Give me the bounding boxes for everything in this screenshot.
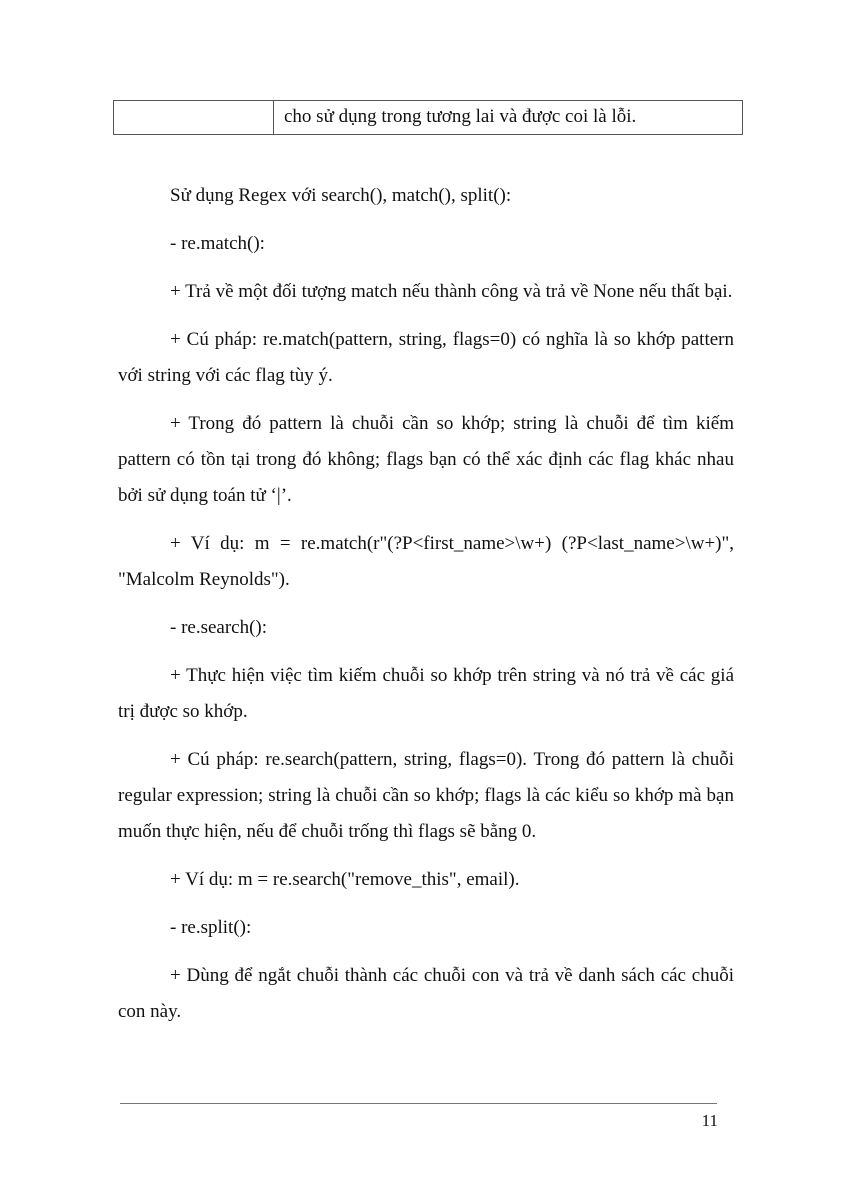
- table-fragment: [113, 100, 743, 135]
- paragraph-match-title: - re.match():: [170, 233, 265, 254]
- paragraph: + Trong đó pattern là chuỗi cần so khớp; string là chuỗi để tìm kiếm pattern có tồn tại trong đó không; flags bạn có thể xác định các flag khác nhau bởi sử dụng toán tử ‘|’.: [118, 413, 734, 506]
- paragraph: + Dùng để ngắt chuỗi thành các chuỗi con và trả về danh sách các chuỗi con này.: [118, 965, 734, 1022]
- paragraph-split-title: - re.split():: [170, 917, 252, 938]
- body-text: [118, 178, 734, 1042]
- paragraph: + Thực hiện việc tìm kiếm chuỗi so khớp trên string và nó trả về các giá trị được so khớp.: [118, 665, 734, 722]
- footer-divider: [120, 1103, 717, 1104]
- paragraph: + Ví dụ: m = re.search("remove_this", email).: [170, 869, 520, 890]
- paragraph-heading: Sử dụng Regex với search(), match(), split():: [170, 185, 512, 206]
- paragraph-search-title: - re.search():: [170, 617, 268, 638]
- paragraph: + Trả về một đối tượng match nếu thành công và trả về None nếu thất bại.: [170, 281, 733, 302]
- page-number: 11: [701, 1111, 718, 1130]
- paragraph: + Cú pháp: re.match(pattern, string, flags=0) có nghĩa là so khớp pattern với string với các flag tùy ý.: [118, 329, 734, 386]
- table-cell-left: [114, 101, 274, 134]
- paragraph: + Cú pháp: re.search(pattern, string, flags=0). Trong đó pattern là chuỗi regular expression; string là chuỗi cần so khớp; flags là các kiểu so khớp mà bạn muốn thực hiện, nếu để chuỗi trống thì flags sẽ bằng 0.: [118, 749, 734, 842]
- paragraph: + Ví dụ: m = re.match(r"(?P<first_name>\w+) (?P<last_name>\w+)", "Malcolm Reynolds").: [118, 533, 734, 590]
- table-cell-right: cho sử dụng trong tương lai và được coi là lỗi.: [284, 106, 637, 127]
